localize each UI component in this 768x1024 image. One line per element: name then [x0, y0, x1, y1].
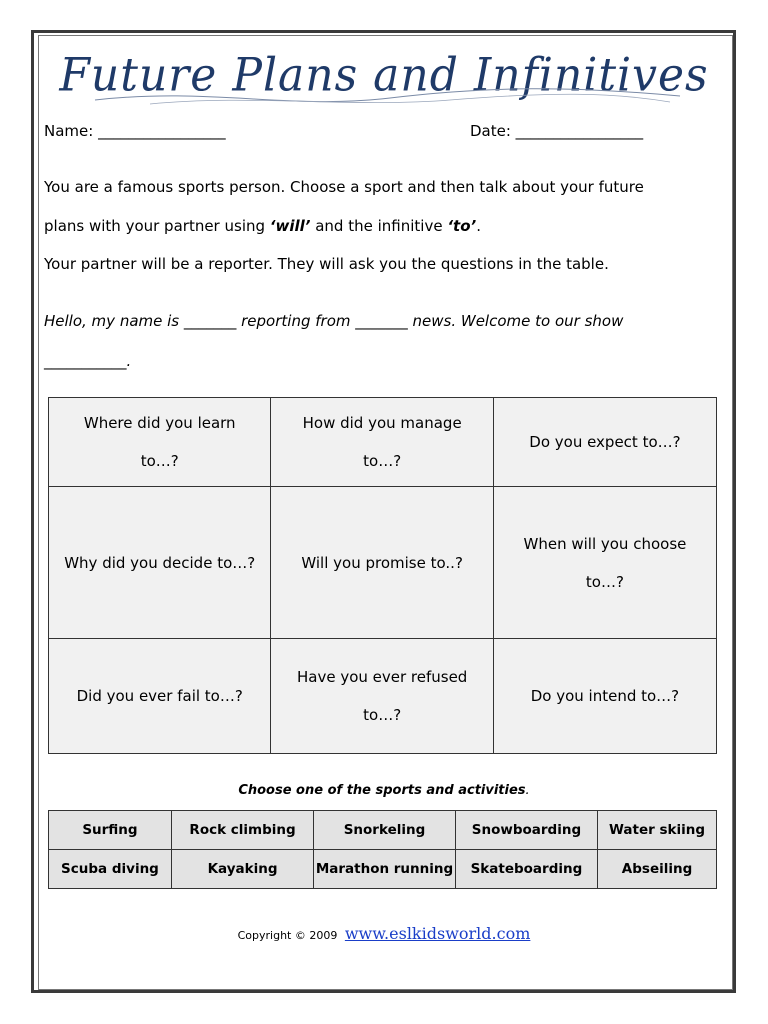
will-keyword: ‘will’ [269, 217, 311, 235]
sport-cell: Water skiing [598, 811, 717, 850]
sport-cell: Rock climbing [171, 811, 313, 850]
sport-cell: Surfing [49, 811, 172, 850]
sport-cell: Kayaking [171, 850, 313, 889]
sport-cell: Marathon running [314, 850, 456, 889]
question-cell: Did you ever fail to…? [49, 639, 271, 754]
copyright-text: Copyright © 2009 [237, 929, 338, 942]
sport-cell: Scuba diving [49, 850, 172, 889]
reporter-script-line-1: Hello, my name is _______ reporting from _______ news. Welcome to our show [44, 312, 624, 330]
date-field[interactable]: Date: _________________ [470, 122, 644, 140]
reporter-script-line-2: ___________. [44, 352, 132, 370]
instruction-line-2: plans with your partner using ‘will’ and the infinitive ‘to’. [44, 217, 481, 235]
questions-table [48, 397, 717, 754]
sport-cell: Abseiling [598, 850, 717, 889]
sports-table [48, 810, 717, 889]
sport-cell: Snorkeling [314, 811, 456, 850]
footer [0, 924, 768, 943]
question-cell: Do you intend to…? [493, 639, 716, 754]
instruction-line-3: Your partner will be a reporter. They will ask you the questions in the table. [44, 255, 609, 273]
name-field[interactable]: Name: _________________ [44, 122, 226, 140]
worksheet-title: Future Plans and Infinitives [59, 48, 709, 103]
question-cell: When will you choose to…? [493, 487, 716, 639]
sport-cell: Skateboarding [455, 850, 597, 889]
website-link[interactable]: www.eslkidsworld.com [344, 924, 531, 943]
question-cell: Why did you decide to…? [49, 487, 271, 639]
question-cell: Will you promise to..? [271, 487, 493, 639]
question-cell: Where did you learn to…? [49, 398, 271, 487]
instruction-line-1: You are a famous sports person. Choose a sport and then talk about your future [44, 178, 644, 196]
sport-cell: Snowboarding [455, 811, 597, 850]
question-cell: Have you ever refused to…? [271, 639, 493, 754]
question-cell: How did you manage to…? [271, 398, 493, 487]
to-keyword: ‘to’ [447, 217, 477, 235]
choose-sport-heading: Choose one of the sports and activities. [238, 783, 530, 798]
title-swash-decoration [90, 82, 690, 112]
question-cell: Do you expect to…? [493, 398, 716, 487]
